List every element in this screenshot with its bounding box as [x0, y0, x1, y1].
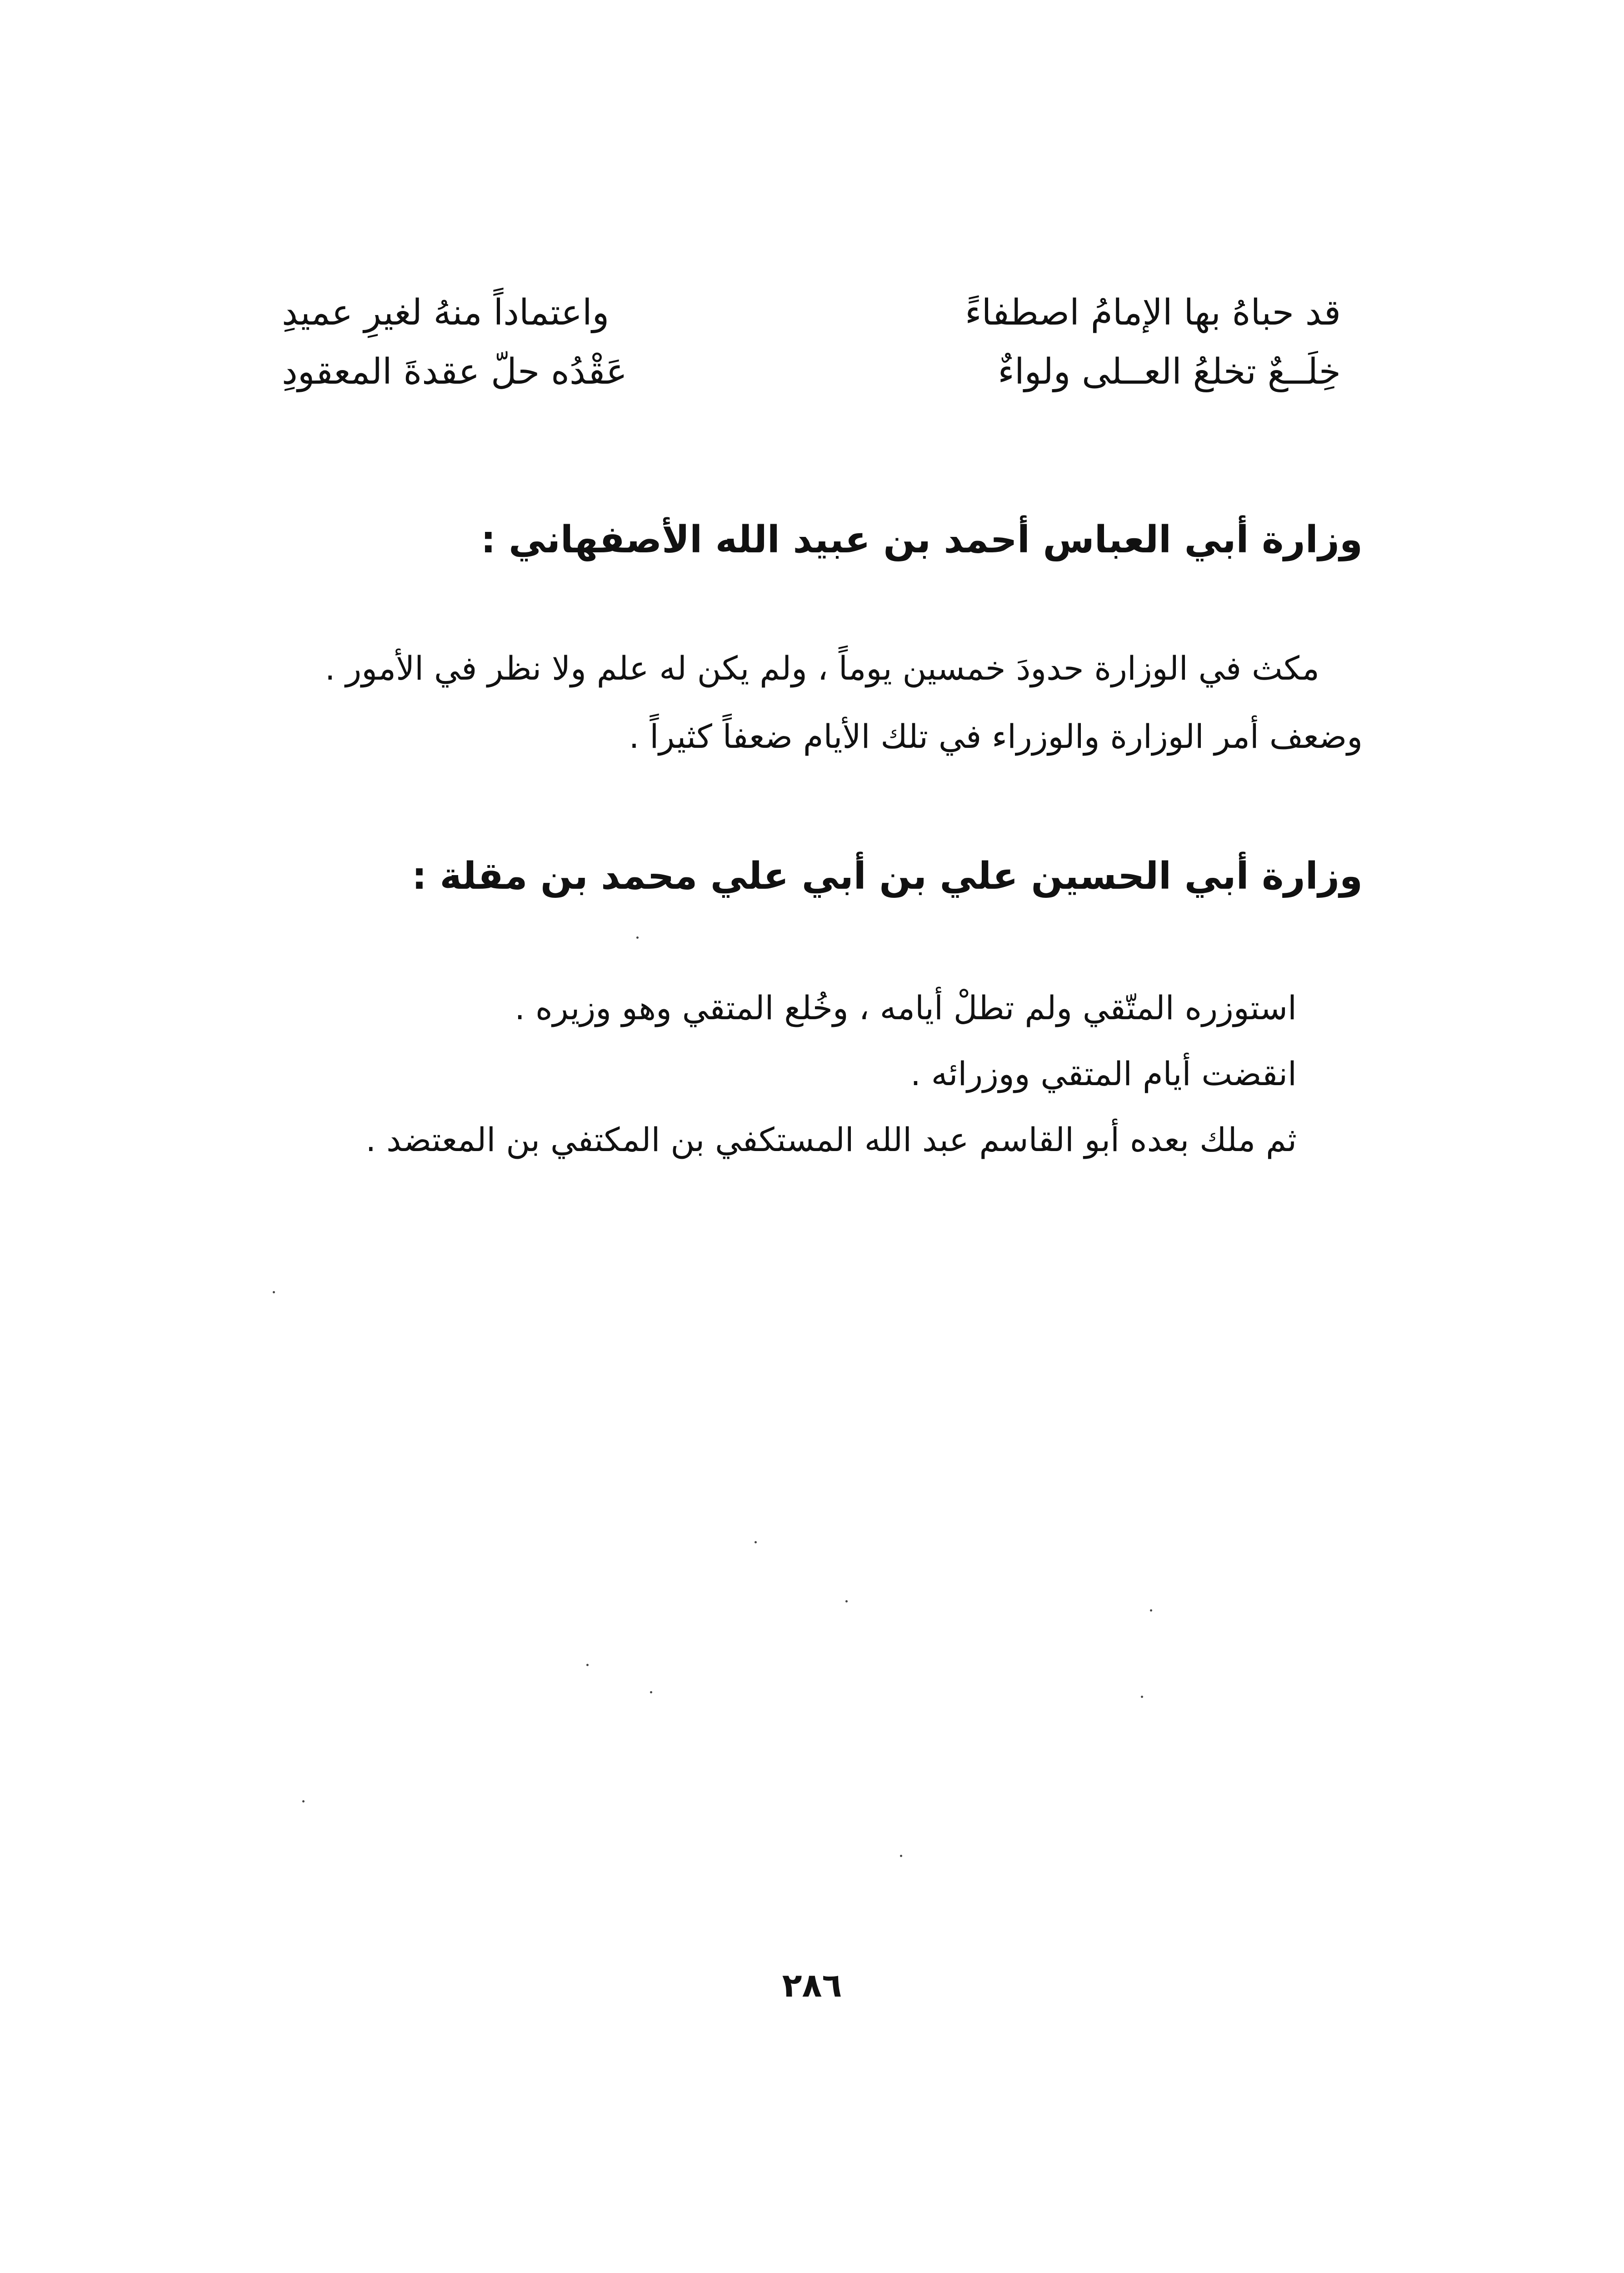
- section-2-line-1: استوزره المتّقي ولم تطلْ أيامه ، وخُلع المتقي وهو وزيره .: [515, 989, 1297, 1027]
- page-number: ٢٨٦: [782, 1966, 842, 2004]
- verse-line-1: [282, 291, 1341, 350]
- scan-speck: [586, 1664, 589, 1666]
- section-2-heading: وزارة أبي الحسين علي بن أبي علي محمد بن مقلة :: [412, 855, 1363, 898]
- verse-2-second-hemistich: عَقْدُه حلّ عقدةَ المعقودِ: [282, 351, 627, 392]
- scan-speck: [1141, 1696, 1143, 1698]
- verse-1-first-hemistich: قد حباهُ بها الإمامُ اصطفاءً: [965, 292, 1341, 333]
- scan-speck: [900, 1855, 902, 1857]
- verse-2-first-hemistich: خِلَــعٌ تخلعُ العــلى ولواءٌ: [998, 351, 1341, 392]
- scan-speck: [273, 1291, 275, 1293]
- scan-speck: [650, 1691, 652, 1693]
- scan-speck: [755, 1541, 757, 1543]
- verse-line-2: [282, 350, 1341, 409]
- poem-verses: [282, 291, 1341, 409]
- scan-speck: [845, 1600, 848, 1602]
- section-1-line-2: وضعف أمر الوزارة والوزراء في تلك الأيام ضعفاً كثيراً .: [629, 717, 1363, 756]
- scan-speck: [302, 1800, 305, 1802]
- section-2-line-2: انقضت أيام المتقي ووزرائه .: [910, 1055, 1297, 1093]
- section-1-heading: وزارة أبي العباس أحمد بن عبيد الله الأصفهاني :: [480, 518, 1363, 561]
- section-1-line-1: مكث في الوزارة حدودَ خمسين يوماً ، ولم يكن له علم ولا نظر في الأمور .: [325, 649, 1319, 687]
- scan-speck: [636, 936, 639, 939]
- verse-1-second-hemistich: واعتماداً منهُ لغيرِ عميدِ: [282, 292, 610, 333]
- scan-speck: [1150, 1609, 1152, 1612]
- section-2-body: [365, 975, 1297, 1173]
- section-2-line-3: ثم ملك بعده أبو القاسم عبد الله المستكفي بن المكتفي بن المعتضد .: [365, 1121, 1297, 1159]
